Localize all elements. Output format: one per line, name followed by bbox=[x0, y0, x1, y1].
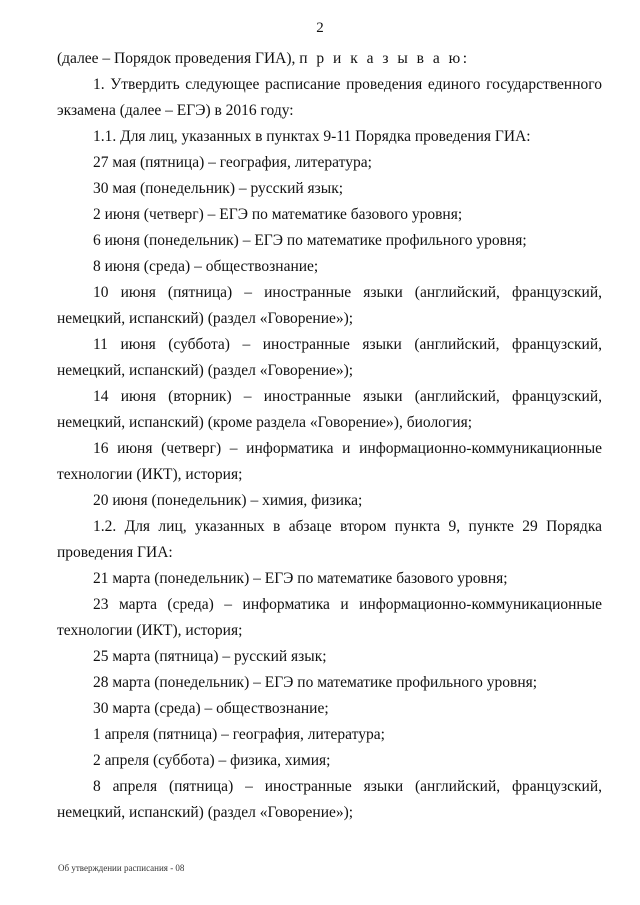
intro-line bbox=[57, 46, 602, 72]
page-number: 2 bbox=[316, 20, 324, 36]
schedule-item: 21 марта (понедельник) – ЕГЭ по математике базового уровня; bbox=[93, 570, 508, 587]
schedule-item: 8 июня (среда) – обществознание; bbox=[93, 258, 319, 275]
paragraph-1-1: 1.1. Для лиц, указанных в пунктах 9-11 Порядка проведения ГИА: bbox=[93, 128, 531, 145]
order-word: п р и к а з ы в а ю: bbox=[299, 50, 470, 67]
schedule-item: 2 апреля (суббота) – физика, химия; bbox=[93, 752, 331, 769]
schedule-item: 28 марта (понедельник) – ЕГЭ по математике профильного уровня; bbox=[93, 674, 538, 691]
schedule-item: 23 марта (среда) – информатика и информационно-коммуникационные технологии (ИКТ), история; bbox=[57, 596, 602, 639]
schedule-item: 16 июня (четверг) – информатика и информационно-коммуникационные технологии (ИКТ), история; bbox=[57, 440, 602, 483]
paragraph-1: 1. Утвердить следующее расписание проведения единого государственного экзамена (далее – ЕГЭ) в 2016 году: bbox=[57, 76, 602, 119]
schedule-item: 30 мая (понедельник) – русский язык; bbox=[93, 180, 344, 197]
schedule-item: 8 апреля (пятница) – иностранные языки (английский, французский, немецкий, испанский) (раздел «Говорение»); bbox=[57, 778, 602, 821]
schedule-item: 2 июня (четверг) – ЕГЭ по математике базового уровня; bbox=[93, 206, 463, 223]
footer-note: Об утверждении расписания - 08 bbox=[58, 863, 185, 873]
schedule-item: 1 апреля (пятница) – география, литература; bbox=[93, 726, 385, 743]
schedule-item: 14 июня (вторник) – иностранные языки (английский, французский, немецкий, испанский) (кроме раздела «Говорение»), биология; bbox=[57, 388, 602, 431]
document-body bbox=[57, 46, 602, 826]
paragraph-1-2: 1.2. Для лиц, указанных в абзаце втором пункта 9, пункте 29 Порядка проведения ГИА: bbox=[57, 518, 602, 561]
schedule-item: 20 июня (понедельник) – химия, физика; bbox=[93, 492, 363, 509]
schedule-item: 27 мая (пятница) – география, литература; bbox=[93, 154, 372, 171]
schedule-item: 30 марта (среда) – обществознание; bbox=[93, 700, 329, 717]
schedule-item: 25 марта (пятница) – русский язык; bbox=[93, 648, 327, 665]
intro-text: (далее – Порядок проведения ГИА), bbox=[57, 50, 296, 67]
schedule-item: 10 июня (пятница) – иностранные языки (английский, французский, немецкий, испанский) (раздел «Говорение»); bbox=[57, 284, 602, 327]
schedule-item: 6 июня (понедельник) – ЕГЭ по математике профильного уровня; bbox=[93, 232, 527, 249]
schedule-item: 11 июня (суббота) – иностранные языки (английский, французский, немецкий, испанский) (раздел «Говорение»); bbox=[57, 336, 602, 379]
